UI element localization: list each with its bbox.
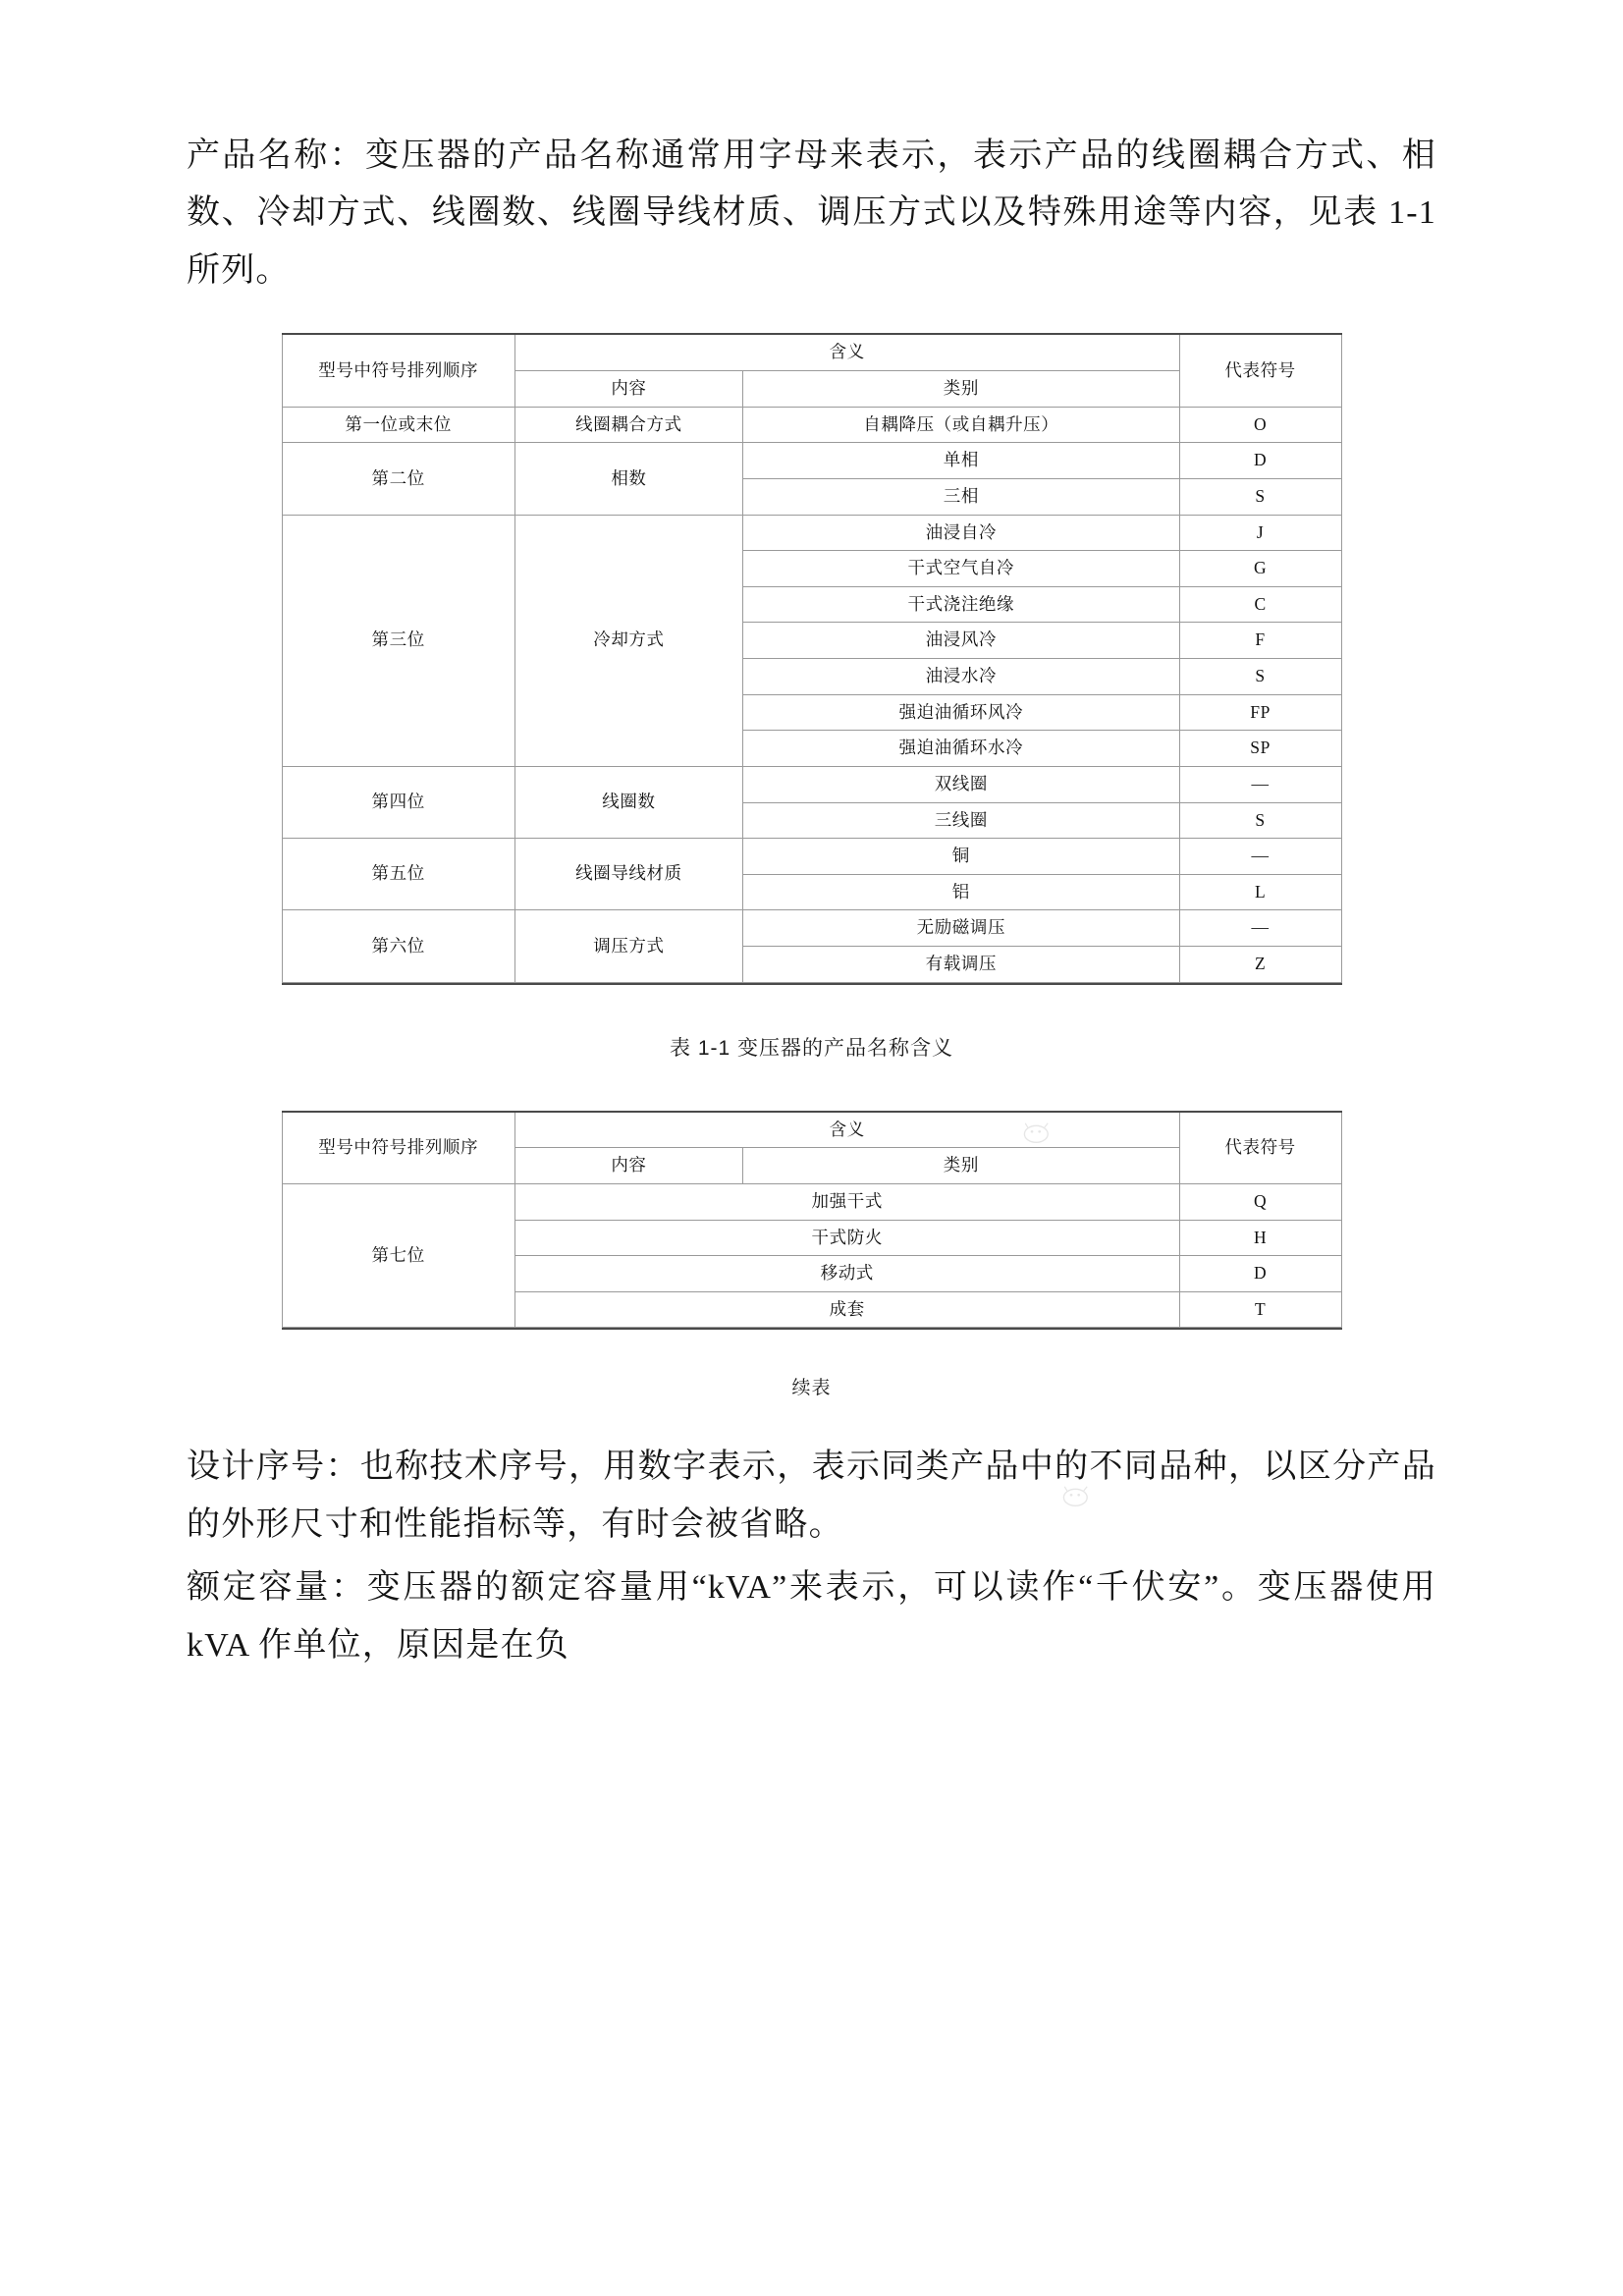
cell-order: 第五位 (282, 839, 514, 910)
cell-symbol: H (1179, 1220, 1341, 1256)
cell-symbol: — (1179, 766, 1341, 802)
cell-symbol: SP (1179, 731, 1341, 767)
header-order: 型号中符号排列顺序 (282, 1113, 514, 1184)
cell-symbol: J (1179, 515, 1341, 551)
cell-content: 线圈数 (514, 766, 742, 838)
cell-content: 线圈导线材质 (514, 839, 742, 910)
cell-category: 双线圈 (743, 766, 1180, 802)
cell-symbol: S (1179, 478, 1341, 515)
header-content: 内容 (514, 1148, 742, 1184)
cell-category: 强迫油循环风冷 (743, 694, 1180, 731)
table-row (282, 1183, 1341, 1220)
header-symbol: 代表符号 (1179, 335, 1341, 407)
cell-symbol: S (1179, 802, 1341, 839)
cell-category: 油浸水冷 (743, 659, 1180, 695)
table-row (282, 839, 1341, 875)
cell-symbol: D (1179, 443, 1341, 479)
table-row (282, 910, 1341, 947)
header-category: 类别 (743, 371, 1180, 408)
cell-category: 成套 (514, 1291, 1179, 1328)
cell-content: 线圈耦合方式 (514, 407, 742, 443)
cell-category: 干式空气自冷 (743, 551, 1180, 587)
cell-content: 冷却方式 (514, 515, 742, 766)
header-meaning: 含义 (514, 335, 1179, 370)
cell-symbol: L (1179, 874, 1341, 910)
cell-category: 有载调压 (743, 947, 1180, 983)
table-row (282, 766, 1341, 802)
cell-category: 无励磁调压 (743, 910, 1180, 947)
intro-paragraph-block (187, 128, 1436, 300)
header-symbol: 代表符号 (1179, 1113, 1341, 1184)
table-product-name-meaning-continued (282, 1111, 1342, 1331)
table-row (282, 407, 1341, 443)
table-row (282, 443, 1341, 479)
cell-symbol: T (1179, 1291, 1341, 1328)
cell-symbol: — (1179, 839, 1341, 875)
cell-category: 干式防火 (514, 1220, 1179, 1256)
cell-category: 三相 (743, 478, 1180, 515)
cell-symbol: — (1179, 910, 1341, 947)
cell-category: 铝 (743, 874, 1180, 910)
cell-symbol: G (1179, 551, 1341, 587)
cell-category: 强迫油循环水冷 (743, 731, 1180, 767)
paragraph-design-number: 设计序号：也称技术序号，用数字表示，表示同类产品中的不同品种，以区分产品的外形尺寸和性能指标等，有时会被省略。 (187, 1449, 1436, 1543)
cell-category: 干式浇注绝缘 (743, 586, 1180, 623)
paragraph-product-name: 产品名称：变压器的产品名称通常用字母来表示，表示产品的线圈耦合方式、相数、冷却方式、线圈数、线圈导线材质、调压方式以及特殊用途等内容，见表 1-1 所列。 (187, 137, 1436, 289)
cell-category: 单相 (743, 443, 1180, 479)
cell-symbol: O (1179, 407, 1341, 443)
table1-caption: 表 1-1 变压器的产品名称含义 (669, 1036, 954, 1060)
cell-category: 油浸风冷 (743, 623, 1180, 659)
bottom-paragraph-block (187, 1439, 1436, 1674)
cell-order: 第四位 (282, 766, 514, 838)
cell-order: 第三位 (282, 515, 514, 766)
cell-category: 加强干式 (514, 1183, 1179, 1220)
table-row-header (282, 1113, 1341, 1148)
cell-order: 第一位或末位 (282, 407, 514, 443)
cell-order: 第二位 (282, 443, 514, 515)
cell-category: 油浸自冷 (743, 515, 1180, 551)
table2-caption: 续表 (791, 1378, 832, 1399)
header-category: 类别 (743, 1148, 1180, 1184)
cell-content: 相数 (514, 443, 742, 515)
cell-symbol: Z (1179, 947, 1341, 983)
cell-symbol: F (1179, 623, 1341, 659)
paragraph-rated-capacity: 额定容量：变压器的额定容量用“kVA”来表示，可以读作“千伏安”。变压器使用 kVA 作单位，原因是在负 (187, 1569, 1436, 1664)
table-row (282, 515, 1341, 551)
table-row-header (282, 335, 1341, 370)
table-product-name-meaning (282, 333, 1342, 984)
watermark-icon (0, 0, 33, 27)
cell-symbol: S (1179, 659, 1341, 695)
cell-category: 自耦降压（或自耦升压） (743, 407, 1180, 443)
cell-symbol: D (1179, 1256, 1341, 1292)
cell-category: 三线圈 (743, 802, 1180, 839)
cell-symbol: C (1179, 586, 1341, 623)
header-order: 型号中符号排列顺序 (282, 335, 514, 407)
cell-category: 移动式 (514, 1256, 1179, 1292)
header-content: 内容 (514, 371, 742, 408)
cell-order: 第七位 (282, 1183, 514, 1328)
cell-symbol: Q (1179, 1183, 1341, 1220)
header-meaning: 含义 (514, 1113, 1179, 1148)
cell-order: 第六位 (282, 910, 514, 982)
cell-category: 铜 (743, 839, 1180, 875)
cell-content: 调压方式 (514, 910, 742, 982)
cell-symbol: FP (1179, 694, 1341, 731)
